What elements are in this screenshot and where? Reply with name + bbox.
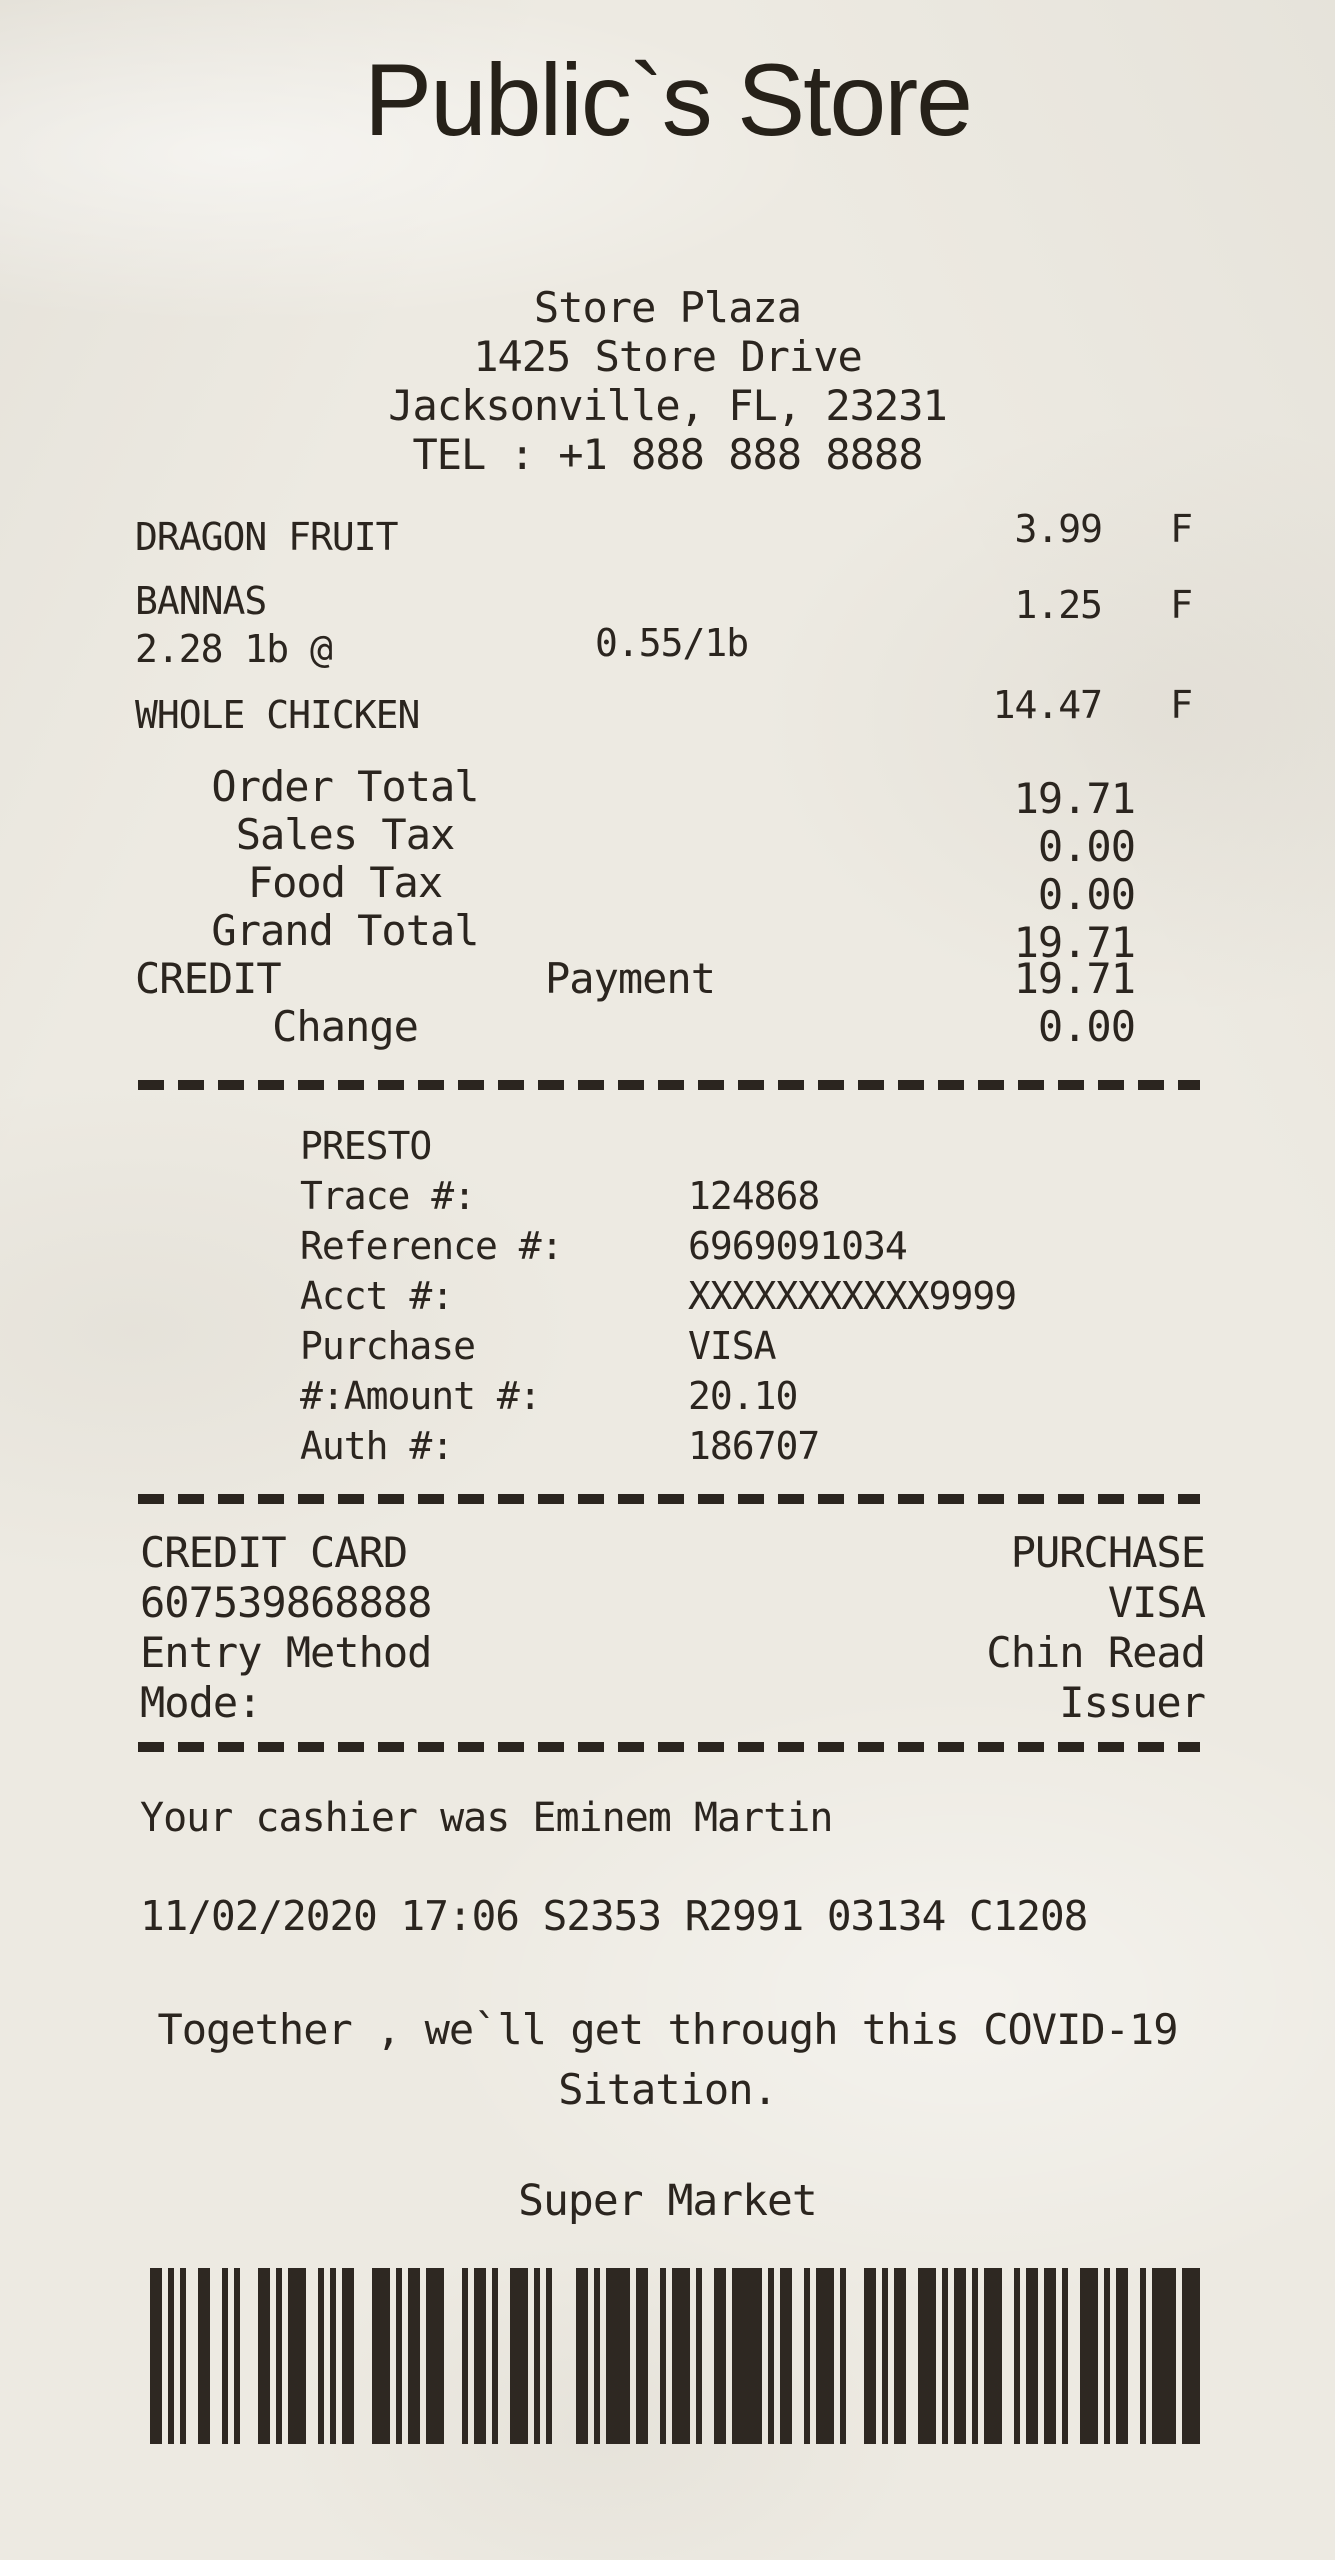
barcode-bar — [1062, 2268, 1068, 2444]
mode-label: Mode: — [140, 1678, 262, 1727]
card-auth-row-reference — [300, 1224, 1200, 1274]
card-info-row — [140, 1628, 1205, 1678]
total-label: Grand Total — [211, 906, 479, 955]
item-price: 3.99 — [1014, 507, 1102, 551]
item-price: 1.25 — [1014, 583, 1102, 627]
barcode-bar — [258, 2268, 270, 2444]
item-qty-line: 2.28 1b @ — [135, 627, 332, 671]
barcode-bar — [660, 2268, 666, 2444]
barcode-bar — [168, 2268, 174, 2444]
total-label: Sales Tax — [235, 810, 455, 859]
item-name: WHOLE CHICKEN — [135, 693, 420, 737]
barcode-bar — [1152, 2268, 1176, 2444]
covid-message — [80, 2000, 1255, 2120]
barcode-bar — [882, 2268, 888, 2444]
item-price: 14.47 — [992, 683, 1102, 727]
auth-value: 6969091034 — [688, 1224, 907, 1268]
auth-label: Trace #: — [300, 1174, 476, 1218]
card-auth-row-purchase — [300, 1324, 1200, 1374]
barcode-bar — [780, 2268, 792, 2444]
store-type: Super Market — [518, 2176, 817, 2226]
entry-method-label: Entry Method — [140, 1628, 432, 1677]
card-auth-row-amount — [300, 1374, 1200, 1424]
barcode-bar — [276, 2268, 282, 2444]
total-value: 0.00 — [1037, 870, 1135, 919]
barcode-bar — [372, 2268, 390, 2444]
barcode-bar — [972, 2268, 978, 2444]
barcode-bar — [1140, 2268, 1146, 2444]
covid-message-line-1: Together , we`ll get through this COVID-19 — [157, 2005, 1178, 2054]
auth-value: 20.10 — [688, 1374, 798, 1418]
card-info-row — [140, 1578, 1205, 1628]
totals-section — [135, 762, 1135, 1050]
card-auth-row-account — [300, 1274, 1200, 1324]
barcode-bar — [732, 2268, 762, 2444]
barcode-bar — [462, 2268, 468, 2444]
barcode-bar — [1080, 2268, 1098, 2444]
total-value: 19.71 — [1013, 918, 1135, 967]
barcode-bar — [894, 2268, 906, 2444]
barcode-bar — [426, 2268, 444, 2444]
barcode-bar — [534, 2268, 540, 2444]
card-info-row — [140, 1678, 1205, 1728]
barcode-bar — [330, 2268, 336, 2444]
total-value: 19.71 — [1013, 774, 1135, 823]
store-address — [0, 283, 1335, 479]
item-tax-flag: F — [1170, 507, 1192, 551]
barcode-bar — [396, 2268, 402, 2444]
item-name: BANNAS — [135, 579, 267, 623]
barcode-bar — [576, 2268, 588, 2444]
card-auth-row-auth-code — [300, 1424, 1200, 1474]
item-unit-price: 0.55/1b — [595, 621, 749, 665]
card-info-right: PURCHASE — [1010, 1528, 1205, 1577]
barcode-bar — [1182, 2268, 1200, 2444]
barcode-bar — [672, 2268, 690, 2444]
barcode-bar — [222, 2268, 228, 2444]
barcode-bar — [636, 2268, 648, 2444]
barcode — [150, 2268, 1200, 2444]
barcode-bar — [1104, 2268, 1110, 2444]
dashed-divider — [138, 1080, 1200, 1090]
change-label: Change — [272, 1002, 418, 1051]
cashier-line: Your cashier was Eminem Martin — [140, 1795, 833, 1841]
auth-label: Reference #: — [300, 1224, 563, 1268]
auth-label: Acct #: — [300, 1274, 454, 1318]
card-info-row — [140, 1528, 1205, 1578]
barcode-bar — [696, 2268, 702, 2444]
dashed-divider — [138, 1494, 1200, 1504]
barcode-bar — [408, 2268, 420, 2444]
covid-message-line-2: Sitation. — [558, 2065, 777, 2114]
barcode-bar — [714, 2268, 726, 2444]
barcode-bar — [1116, 2268, 1128, 2444]
address-line-2: 1425 Store Drive — [473, 332, 862, 381]
auth-value: VISA — [688, 1324, 776, 1368]
item-name: DRAGON FRUIT — [135, 515, 398, 559]
card-info-section — [140, 1528, 1205, 1728]
store-name: Public`s Store — [364, 43, 971, 157]
auth-value: 124868 — [688, 1174, 820, 1218]
barcode-bar — [150, 2268, 162, 2444]
barcode-bar — [492, 2268, 498, 2444]
barcode-bar — [942, 2268, 948, 2444]
auth-value: XXXXXXXXXXX9999 — [688, 1274, 1017, 1318]
barcode-bar — [816, 2268, 834, 2444]
card-auth-title: PRESTO — [300, 1124, 432, 1168]
item-tax-flag: F — [1170, 583, 1192, 627]
auth-label: Auth #: — [300, 1424, 454, 1468]
barcode-bar — [474, 2268, 486, 2444]
auth-label: #:Amount #: — [300, 1374, 541, 1418]
barcode-bar — [768, 2268, 774, 2444]
card-auth-section — [300, 1124, 1200, 1474]
card-number: 607539868888 — [140, 1578, 432, 1627]
card-auth-row-trace — [300, 1174, 1200, 1224]
address-phone: TEL : +1 888 888 8888 — [412, 430, 923, 479]
barcode-bar — [198, 2268, 210, 2444]
barcode-bar — [180, 2268, 186, 2444]
barcode-bar — [804, 2268, 810, 2444]
change-value: 0.00 — [1037, 1002, 1135, 1051]
card-auth-title-row — [300, 1124, 1200, 1174]
barcode-bar — [288, 2268, 306, 2444]
card-brand: VISA — [1107, 1578, 1205, 1627]
barcode-bar — [510, 2268, 528, 2444]
item-tax-flag: F — [1170, 683, 1192, 727]
payment-type: CREDIT — [135, 954, 281, 1003]
dashed-divider — [138, 1742, 1200, 1752]
barcode-bar — [954, 2268, 966, 2444]
transaction-line: 11/02/2020 17:06 S2353 R2991 03134 C1208 — [140, 1892, 1088, 1940]
total-value: 0.00 — [1037, 822, 1135, 871]
barcode-bar — [1044, 2268, 1056, 2444]
barcode-bar — [840, 2268, 846, 2444]
payment-value: 19.71 — [1013, 954, 1135, 1003]
barcode-bar — [918, 2268, 936, 2444]
auth-label: Purchase — [300, 1324, 476, 1368]
barcode-bar — [594, 2268, 600, 2444]
barcode-bar — [318, 2268, 324, 2444]
items-section — [135, 507, 1200, 753]
total-row-order-total — [135, 762, 1135, 823]
total-row-change — [135, 1002, 1135, 1050]
total-label: Food Tax — [247, 858, 443, 907]
barcode-bar — [1014, 2268, 1020, 2444]
barcode-bar — [864, 2268, 876, 2444]
barcode-bar — [234, 2268, 240, 2444]
barcode-bar — [546, 2268, 552, 2444]
barcode-bar — [606, 2268, 630, 2444]
auth-value: 186707 — [688, 1424, 820, 1468]
total-row-payment — [135, 954, 1135, 1002]
payment-method: Payment — [545, 954, 716, 1003]
card-info-left: CREDIT CARD — [140, 1528, 408, 1577]
barcode-bar — [342, 2268, 354, 2444]
total-row-grand-total — [135, 906, 1135, 967]
total-row-sales-tax — [135, 810, 1135, 871]
entry-method-value: Chin Read — [986, 1628, 1205, 1677]
address-line-3: Jacksonville, FL, 23231 — [388, 381, 947, 430]
total-label: Order Total — [211, 762, 479, 811]
total-row-food-tax — [135, 858, 1135, 919]
mode-value: Issuer — [1059, 1678, 1205, 1727]
barcode-bar — [1026, 2268, 1038, 2444]
barcode-bar — [984, 2268, 1002, 2444]
address-line-1: Store Plaza — [533, 283, 802, 332]
